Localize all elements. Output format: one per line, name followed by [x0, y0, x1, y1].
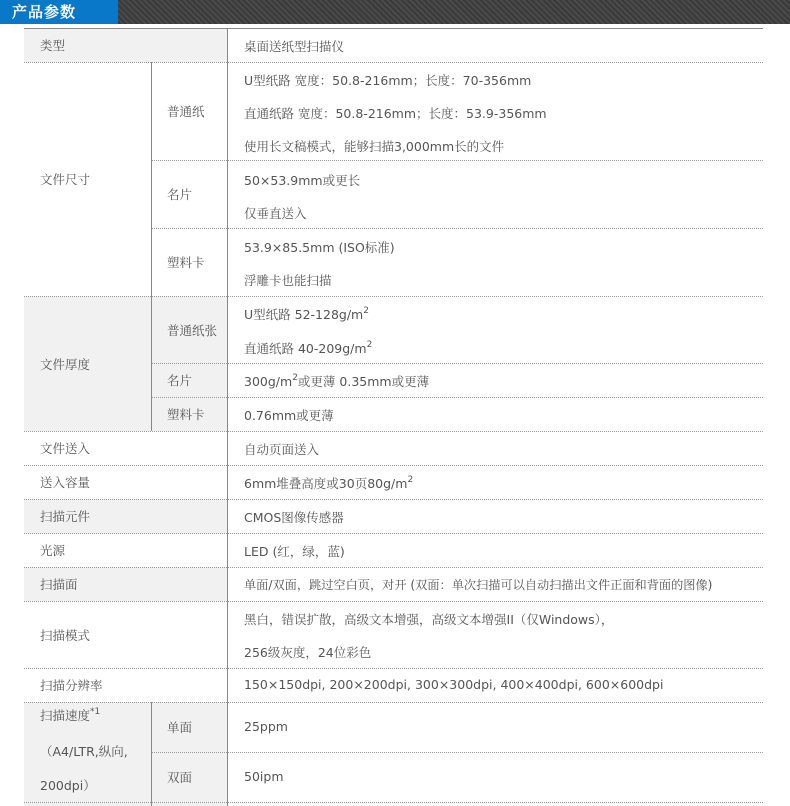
label-type: 类型 — [40, 38, 66, 53]
row-divider — [24, 567, 763, 568]
value-type: 桌面送纸型扫描仪 — [244, 39, 345, 54]
header-bar — [0, 0, 790, 24]
value-light: LED (红，绿，蓝) — [244, 544, 345, 559]
value-feed: 自动页面送入 — [244, 442, 320, 457]
value-mode-1: 黑白，错误扩散，高级文本增强，高级文本增强II（仅Windows）， — [244, 612, 614, 627]
label-speed-note1: （A4/LTR,纵向, — [40, 744, 128, 759]
row-divider — [24, 601, 763, 602]
label-thickness-card: 名片 — [167, 373, 193, 388]
row-divider — [24, 296, 763, 297]
label-feed: 文件送入 — [40, 441, 91, 456]
sub-column-divider — [151, 702, 152, 806]
row-divider — [151, 752, 763, 753]
label-doc-size-plain: 普通纸 — [167, 104, 205, 119]
row-divider — [151, 397, 763, 398]
value-speed-simplex: 25ppm — [244, 719, 288, 734]
row-divider — [24, 431, 763, 432]
label-capacity: 送入容量 — [40, 475, 91, 490]
value-size-plain-2: 直通纸路 宽度：50.8-216mm；长度：53.9-356mm — [244, 106, 547, 121]
row-divider — [24, 499, 763, 500]
value-sensor: CMOS图像传感器 — [244, 510, 344, 525]
value-capacity: 6mm堆叠高度或30页$80g/m^2$ — [244, 475, 414, 491]
label-mode: 扫描模式 — [40, 627, 91, 643]
column-divider — [227, 28, 228, 806]
row-divider — [24, 668, 763, 669]
label-speed-note2: 200dpi） — [40, 778, 96, 793]
value-size-plain-1: U型纸路 宽度：50.8-216mm；长度：70-356mm — [244, 73, 532, 88]
label-speed-duplex: 双面 — [167, 770, 193, 785]
row-divider — [151, 363, 763, 364]
row-divider — [24, 802, 763, 803]
value-size-plastic-2: 浮雕卡也能扫描 — [244, 273, 332, 288]
row-divider — [151, 228, 763, 229]
label-doc-thickness: 文件厚度 — [40, 356, 91, 372]
label-light: 光源 — [40, 543, 66, 558]
label-side: 扫描面 — [40, 577, 78, 592]
label-doc-size-plastic: 塑料卡 — [167, 255, 205, 270]
label-speed-simplex: 单面 — [167, 720, 193, 735]
label-speed: 扫描速度$^{*1}$ — [40, 707, 101, 723]
value-resolution: 150×150dpi, 200×200dpi, 300×300dpi, 400×400dpi, 600×600dpi — [244, 677, 664, 692]
sub-column-divider — [151, 296, 152, 431]
value-thickness-plain-1: U型纸路 $52-128g/m^2$ — [244, 306, 369, 322]
value-side: 单面/双面，跳过空白页，对开 (双面：单次扫描可以自动扫描出文件正面和背面的图像) — [244, 578, 713, 592]
sub-column-divider — [151, 62, 152, 296]
row-divider — [24, 702, 763, 703]
value-thickness-plastic: 0.76mm或更薄 — [244, 408, 334, 423]
value-mode-2: 256级灰度，24位彩色 — [244, 645, 372, 660]
label-doc-size-card: 名片 — [167, 187, 193, 202]
label-sensor: 扫描元件 — [40, 509, 91, 524]
label-thickness-plain: 普通纸张 — [167, 322, 218, 338]
value-size-card-1: 50×53.9mm或更长 — [244, 173, 361, 188]
section-title: 产品参数 — [0, 0, 118, 24]
label-resolution: 扫描分辨率 — [40, 678, 103, 693]
label-doc-size: 文件尺寸 — [40, 172, 91, 187]
value-size-plastic-1: 53.9×85.5mm (ISO标准) — [244, 240, 395, 255]
row-divider — [24, 465, 763, 466]
table-top-border — [24, 28, 763, 29]
value-thickness-card: $300g/m^2$或更薄 0.35mm或更薄 — [244, 373, 430, 389]
row-divider — [24, 62, 763, 63]
value-speed-duplex: 50ipm — [244, 769, 284, 784]
value-size-card-2: 仅垂直送入 — [244, 206, 307, 221]
row-divider — [151, 160, 763, 161]
label-thickness-plastic: 塑料卡 — [167, 407, 205, 422]
value-thickness-plain-2: 直通纸路 $40-209g/m^2$ — [244, 340, 373, 356]
value-size-plain-3: 使用长文稿模式，能够扫描3,000mm长的文件 — [244, 139, 505, 154]
row-divider — [24, 533, 763, 534]
